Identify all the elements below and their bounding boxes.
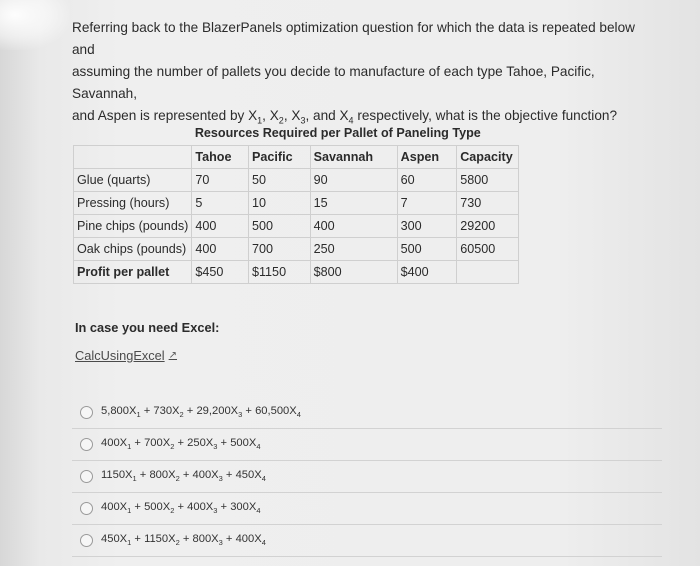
- option-5[interactable]: [72, 525, 662, 557]
- question-line-2: assuming the number of pallets you decide to manufacture of each type Tahoe, Pacific, Savannah,: [72, 64, 595, 101]
- excel-label: In case you need Excel:: [75, 320, 220, 335]
- option-label: $5,800X_1 + 730X_2 + 29,200X_3 + 60,500X_4$: [101, 405, 301, 420]
- table-row: Pressing (hours) 5 10 15 7 730: [74, 191, 519, 214]
- header-savannah: Savannah: [310, 145, 397, 168]
- table-row: Glue (quarts) 70 50 90 60 5800: [74, 168, 519, 191]
- table-row: Pine chips (pounds) 400 500 400 300 29200: [74, 214, 519, 237]
- resources-table: [73, 121, 519, 284]
- option-4[interactable]: [72, 493, 662, 525]
- option-label: $400X_1 + 700X_2 + 250X_3 + 500X_4$: [101, 437, 261, 452]
- question-line-3: and Aspen is represented by $X_1$, $X_2$, $X_3$, and $X_4$ respectively, what is the objective function?: [72, 108, 618, 126]
- table-title: Resources Required per Pallet of Paneling Type: [194, 125, 481, 140]
- external-link-icon: ↗: [168, 350, 178, 361]
- radio-button[interactable]: [80, 438, 93, 451]
- option-label: $400X_1 + 500X_2 + 400X_3 + 300X_4$: [101, 501, 261, 516]
- header-aspen: Aspen: [397, 145, 457, 168]
- header-pacific: Pacific: [248, 145, 310, 168]
- calc-using-excel-link[interactable]: [75, 348, 177, 363]
- answer-options: [72, 397, 662, 557]
- question-line-1: Referring back to the BlazerPanels optimization question for which the data is repeated below and: [72, 20, 635, 57]
- header-tahoe: Tahoe: [192, 145, 249, 168]
- radio-button[interactable]: [80, 406, 93, 419]
- light-glare: [0, 0, 70, 50]
- radio-button[interactable]: [80, 470, 93, 483]
- radio-button[interactable]: [80, 502, 93, 515]
- excel-link-text[interactable]: CalcUsingExcel: [75, 348, 165, 363]
- table-row: Oak chips (pounds) 400 700 250 500 60500: [74, 237, 519, 260]
- option-label: $1150X_1 + 800X_2 + 400X_3 + 450X_4$: [101, 469, 266, 484]
- radio-button[interactable]: [80, 534, 93, 547]
- option-1[interactable]: [72, 397, 662, 429]
- table-row: Profit per pallet $450 $1150 $800 $400: [74, 260, 519, 283]
- option-3[interactable]: [72, 461, 662, 493]
- question-text: [72, 17, 652, 132]
- option-label: $450X_1 + 1150X_2 + 800X_3 + 400X_4$: [101, 533, 266, 548]
- option-2[interactable]: [72, 429, 662, 461]
- header-capacity: Capacity: [457, 145, 519, 168]
